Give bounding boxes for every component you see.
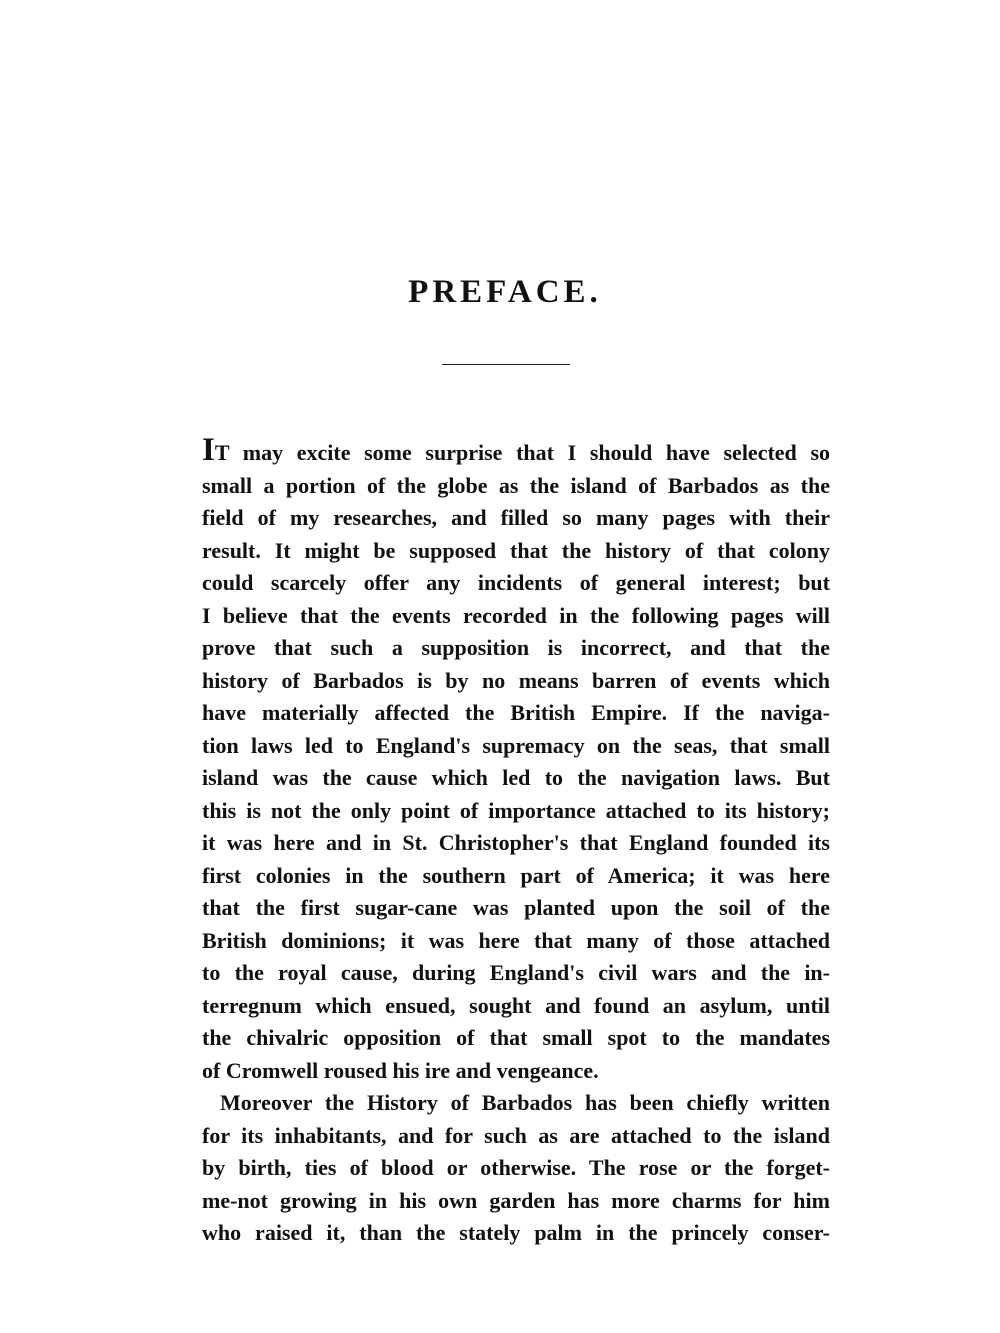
title-divider xyxy=(442,364,570,365)
text-line: who raised it, than the stately palm in the princely conser- xyxy=(202,1220,830,1245)
text-line: for its inhabitants, and for such as are attached to the island xyxy=(202,1122,830,1148)
body-text xyxy=(202,437,830,1250)
text-line: Moreover the History of Barbados has been chiefly written xyxy=(220,1090,830,1115)
text-line: prove that such a supposition is incorrect, and that the xyxy=(202,635,830,660)
text-line: that the first sugar-cane was planted upon the soil of the xyxy=(202,895,830,920)
text-line: history of Barbados is by no means barren of events which xyxy=(202,667,830,693)
text-line: the chivalric opposition of that small spot to the mandates xyxy=(202,1025,830,1050)
text-line: result. It might be supposed that the history of that colony xyxy=(202,537,830,563)
text-line: British dominions; it was here that many of those attached xyxy=(202,927,830,953)
text-line: terregnum which ensued, sought and found an asylum, until xyxy=(202,992,830,1018)
text-line: of Cromwell roused his ire and vengeance. xyxy=(202,1057,599,1083)
text-line: this is not the only point of importance attached to its history; xyxy=(202,797,830,823)
drop-cap: I xyxy=(202,437,215,468)
text-line: I believe that the events recorded in the following pages will xyxy=(202,602,830,628)
text-line: IT may excite some surprise that I should have selected so xyxy=(202,437,830,470)
text-line: field of my researches, and filled so many pages with their xyxy=(202,505,830,530)
text-line: have materially affected the British Empire. If the naviga- xyxy=(202,700,830,725)
text-line: island was the cause which led to the navigation laws. But xyxy=(202,765,830,790)
text-line: first colonies in the southern part of America; it was here xyxy=(202,862,830,888)
text-line: me-not growing in his own garden has more charms for him xyxy=(202,1187,830,1213)
page-title: PREFACE. xyxy=(408,274,602,310)
text-line: could scarcely offer any incidents of general interest; but xyxy=(202,570,830,595)
text-line: to the royal cause, during England's civil wars and the in- xyxy=(202,960,830,985)
text-line: it was here and in St. Christopher's that England founded its xyxy=(202,830,830,855)
text-line: by birth, ties of blood or otherwise. The rose or the forget- xyxy=(202,1155,830,1180)
text-line: tion laws led to England's supremacy on the seas, that small xyxy=(202,732,830,758)
text-line: small a portion of the globe as the island of Barbados as the xyxy=(202,472,830,498)
